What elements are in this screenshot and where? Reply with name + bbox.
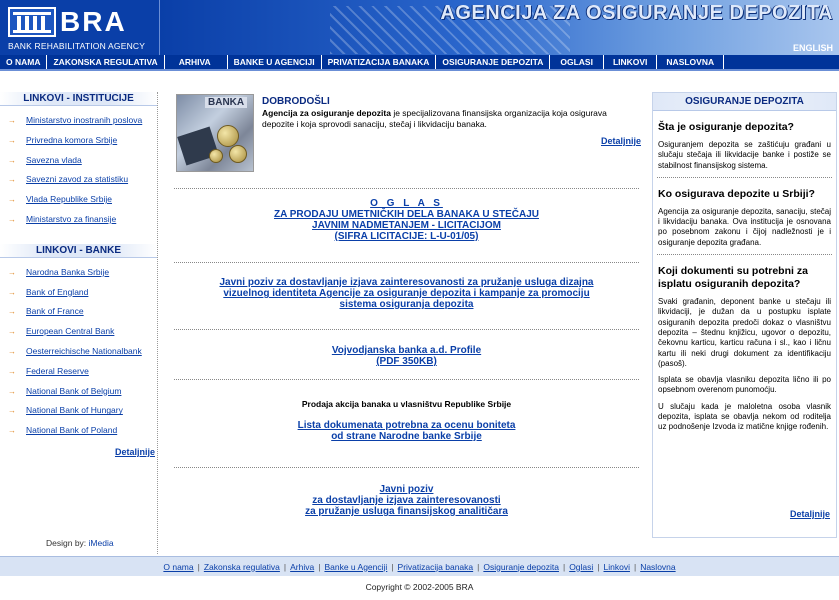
list-item <box>8 210 157 230</box>
divider <box>657 177 832 178</box>
footer-link-arhiva[interactable]: Arhiva <box>290 561 315 572</box>
left-sidebar <box>0 92 158 554</box>
arrow-icon: → <box>8 175 16 185</box>
welcome-title: DOBRODOŠLI <box>262 96 330 107</box>
separator: | <box>391 561 394 572</box>
divider <box>657 254 832 255</box>
nav-oglasi[interactable]: OGLASI <box>550 55 604 69</box>
institution-link[interactable]: Privredna komora Srbije <box>26 134 118 145</box>
bank-link[interactable]: Federal Reserve <box>26 365 89 376</box>
lista-line[interactable]: od strane Narodne banke Srbije <box>331 431 482 442</box>
list-item <box>8 421 157 441</box>
faq-question: Šta je osiguranje depozita? <box>658 121 794 133</box>
banka-sign: BANKA <box>205 97 247 108</box>
arrow-icon: → <box>8 307 16 317</box>
oglas-line[interactable]: O G L A S <box>370 198 443 209</box>
logo-subtitle: BANK REHABILITATION AGENCY <box>8 41 146 51</box>
prodaja-title: Prodaja akcija banaka u vlasništvu Republike Srbije <box>301 399 512 409</box>
banks-detail-link[interactable]: Detaljnije <box>114 446 155 457</box>
divider <box>174 329 639 330</box>
list-item <box>8 170 157 190</box>
oglas-announcement[interactable] <box>174 198 639 242</box>
faq-answer: Isplata se obavlja vlasniku depozita lično ili po opsebnom overenom punomoćju. <box>658 375 831 395</box>
arrow-icon: → <box>8 267 16 277</box>
institutions-link-list <box>0 111 157 230</box>
arrow-icon: → <box>8 366 16 376</box>
poziv-line[interactable]: sistema osiguranja depozita <box>339 299 474 310</box>
banks-detail <box>0 447 157 457</box>
separator: | <box>477 561 480 572</box>
footer-link-naslovna[interactable]: Naslovna <box>640 561 676 572</box>
poziv2-line[interactable]: Javni poziv <box>379 484 434 495</box>
main-nav <box>0 55 839 71</box>
poziv2-line[interactable]: za pružanje usluga finansijskog analitičara <box>305 506 508 517</box>
institution-link[interactable]: Vlada Republike Srbije <box>26 194 112 205</box>
institution-link[interactable]: Savezni zavod za statistiku <box>26 174 129 185</box>
vojvodjanska-line[interactable]: Vojvodjanska banka a.d. Profile <box>331 345 482 356</box>
english-link[interactable]: ENGLISH <box>792 43 833 53</box>
arrow-icon: → <box>8 155 16 165</box>
bank-link[interactable]: Narodna Banka Srbije <box>26 266 110 277</box>
divider <box>174 262 639 263</box>
list-item <box>8 362 157 382</box>
pillar-icon <box>8 7 56 37</box>
divider <box>174 188 639 189</box>
footer-link-o-nama[interactable]: O nama <box>163 561 194 572</box>
deposit-detail-link[interactable]: Detaljnije <box>789 509 830 519</box>
list-item <box>8 131 157 151</box>
vojvodjanska-link[interactable] <box>174 345 639 367</box>
welcome-body: je specijalizovana finansijska organizacija koja osigurava depozite i koja sprovodi sanaciju, stečaj i likvidaciju banaka. <box>262 108 607 129</box>
footer-link-linkovi[interactable]: Linkovi <box>603 561 630 572</box>
arrow-icon: → <box>8 426 16 436</box>
bra-logo[interactable] <box>0 0 160 55</box>
faq-answer: Agencija za osiguranje depozita, sanaciju, stečaj i likvidaciju banaka. Ova institucija je osnovana po posebnom zakonu i čijoj nadležnosti je i osiguranje depozita građana. <box>658 206 831 247</box>
arrow-icon: → <box>8 406 16 416</box>
list-item <box>8 382 157 402</box>
nav-zakonska-regulativa[interactable]: ZAKONSKA REGULATIVA <box>47 55 164 69</box>
divider <box>174 467 639 468</box>
list-item <box>8 342 157 362</box>
right-sidebar <box>652 92 837 538</box>
design-by-link[interactable]: iMedia <box>88 538 114 548</box>
copyright: Copyright © 2002-2005 BRA <box>365 582 474 592</box>
separator: | <box>633 561 637 572</box>
welcome-bold: Agencija za osiguranje depozita <box>262 108 391 118</box>
poziv-line[interactable]: Javni poziv za dostavljanje izjava zainteresovanosti za pružanje usluga dizajna <box>219 277 594 288</box>
welcome-text <box>262 108 638 130</box>
logo-text: BRA <box>60 6 127 37</box>
arrow-icon: → <box>8 386 16 396</box>
welcome-image <box>176 94 254 172</box>
list-item <box>8 302 157 322</box>
separator: | <box>597 561 600 572</box>
bank-link[interactable]: Bank of England <box>26 286 89 297</box>
footer-link-osiguranje-depozita[interactable]: Osiguranje depozita <box>483 561 559 572</box>
list-item <box>8 401 157 421</box>
deposit-detail <box>790 509 830 519</box>
nav-privatizacija-banaka[interactable]: PRIVATIZACIJA BANAKA <box>322 55 437 69</box>
design-by-label: Design by: <box>46 538 87 548</box>
list-item <box>8 151 157 171</box>
bank-link[interactable]: Bank of France <box>26 306 84 317</box>
oglas-line[interactable]: (SIFRA LICITACIJE: L-U-01/05) <box>334 231 479 242</box>
institutions-heading: LINKOVI - INSTITUCIJE <box>0 92 157 106</box>
nav-banke-u-agenciji[interactable]: BANKE U AGENCIJI <box>228 55 322 69</box>
welcome-detail <box>601 136 641 146</box>
footer-link-zakonska-regulativa[interactable]: Zakonska regulativa <box>203 561 280 572</box>
poziv2-line[interactable]: za dostavljanje izjava zainteresovanosti <box>312 495 501 506</box>
institution-link[interactable]: Ministarstvo inostranih poslova <box>26 115 143 125</box>
list-item <box>8 263 157 283</box>
divider <box>174 379 639 380</box>
nav-o-nama[interactable]: O NAMA <box>0 55 47 69</box>
footer-link-banke-u-agenciji[interactable]: Banke u Agenciji <box>324 561 388 572</box>
separator: | <box>197 561 200 572</box>
arrow-icon: → <box>8 195 16 205</box>
faq-question: Koji dokumenti su potrebni za isplatu osiguranih depozita? <box>658 265 808 291</box>
deposit-insurance-heading: OSIGURANJE DEPOZITA <box>653 93 836 111</box>
design-credit <box>46 538 114 548</box>
footer-link-privatizacija-banaka[interactable]: Privatizacija banaka <box>397 561 474 572</box>
nav-linkovi[interactable]: LINKOVI <box>604 55 657 69</box>
arrow-icon: → <box>8 287 16 297</box>
nav-osiguranje-depozita[interactable]: OSIGURANJE DEPOZITA <box>436 55 550 69</box>
oglas-line[interactable]: JAVNIM NADMETANJEM - LICITACIJOM <box>312 220 501 231</box>
footer-link-oglasi[interactable]: Oglasi <box>569 561 594 572</box>
poziv-analiticar-link[interactable] <box>174 484 639 517</box>
footer-nav <box>0 556 839 576</box>
agency-title: AGENCIJA ZA OSIGURANJE DEPOZITA <box>440 2 833 24</box>
arrow-icon: → <box>8 116 16 125</box>
poziv-dizajn-announcement[interactable] <box>174 277 639 310</box>
faq-answer: Svaki građanin, deponent banke u stečaju ili likvidaciji, je dužan da u postupku isplate osiguranih depozita predoči dokaz o vlasništvu depozita – štednu knjižicu, ugovor o depozitu, čekovnu karticu, karticu računa i sl., kao i ličnu kartu ili neki drugi dokument za identifikaciju (pasoš). <box>658 297 831 368</box>
institution-link[interactable]: Ministarstvo za finansije <box>26 213 117 224</box>
separator: | <box>562 561 566 572</box>
separator: | <box>318 561 321 572</box>
coin-graphic <box>209 149 223 163</box>
arrow-icon: → <box>8 346 16 356</box>
faq-question: Ko osigurava depozite u Srbiji? <box>658 187 815 200</box>
list-item <box>8 322 157 342</box>
separator: | <box>283 561 287 572</box>
site-header <box>0 0 839 55</box>
welcome-detail-link[interactable]: Detaljnije <box>600 136 641 146</box>
vojvodjanska-line[interactable]: (PDF 350KB) <box>376 356 437 367</box>
list-item <box>8 111 157 131</box>
list-item <box>8 283 157 303</box>
bank-link[interactable]: Oesterreichische Nationalbank <box>26 345 142 356</box>
arrow-icon: → <box>8 135 16 145</box>
main-content <box>166 92 641 554</box>
nav-arhiva[interactable]: ARHIVA <box>165 55 228 69</box>
lista-line[interactable]: Lista dokumenata potrebna za ocenu boniteta <box>297 420 516 431</box>
nav-naslovna[interactable]: NASLOVNA <box>657 55 724 69</box>
bank-link[interactable]: National Bank of Belgium <box>26 385 122 396</box>
coin-graphic <box>217 125 239 147</box>
bank-link[interactable]: National Bank of Hungary <box>26 405 123 416</box>
arrow-icon: → <box>8 327 16 337</box>
bank-link[interactable]: European Central Bank <box>26 326 115 337</box>
arrow-icon: → <box>8 214 16 224</box>
poziv-line[interactable]: vizuelnog identiteta Agencije za osiguranje depozita i kampanje za promociju <box>223 288 590 299</box>
bank-link[interactable]: National Bank of Poland <box>26 425 118 436</box>
faq-answer: Osiguranjem depozita se zaštićuju građani u slučaju stečaja ili likvidacije banke i postiže se stabilnost finansijskog sistema. <box>658 140 831 170</box>
institution-link[interactable]: Savezna vlada <box>26 154 82 165</box>
lista-dokumenata-link[interactable] <box>174 420 639 442</box>
oglas-line[interactable]: ZA PRODAJU UMETNIČKIH DELA BANAKA U STEČAJU <box>273 209 539 220</box>
banks-link-list <box>0 263 157 441</box>
coin-graphic <box>229 145 247 163</box>
list-item <box>8 190 157 210</box>
banks-heading: LINKOVI - BANKE <box>0 244 157 258</box>
faq-answer: U slučaju kada je maloletna osoba vlasnik depozita, isplata se obavlja nekom od roditelja uz podnošenje Izvoda iz matične knjige rođenih. <box>658 401 831 432</box>
